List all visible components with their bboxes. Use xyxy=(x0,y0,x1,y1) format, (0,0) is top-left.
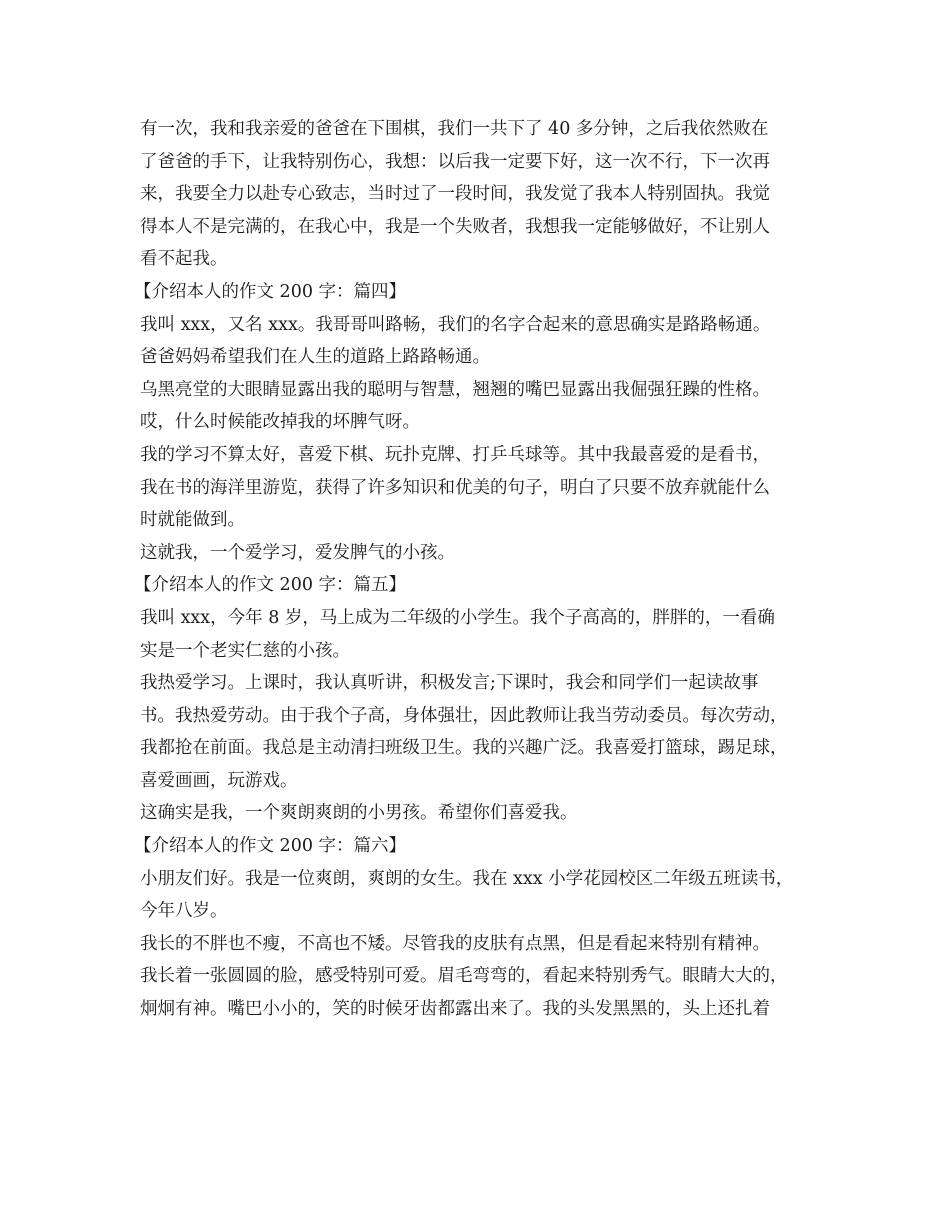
text-line: 看不起我。 xyxy=(140,249,228,270)
text-line: 我叫 xxx，今年 8 岁，马上成为二年级的小学生。我个子高高的，胖胖的，一看确 xyxy=(140,607,775,628)
text-line: 我在书的海洋里游览，获得了许多知识和优美的句子，明白了只要不放弃就能什么 xyxy=(140,477,770,498)
text-line: 有一次，我和我亲爱的爸爸在下围棋，我们一共下了 40 多分钟，之后我依然败在 xyxy=(140,119,769,139)
text-line: 这确实是我，一个爽朗爽朗的小男孩。希望你们喜爱我。 xyxy=(140,803,578,824)
text-line: 了爸爸的手下，让我特别伤心，我想：以后我一定要下好，这一次不行，下一次再 xyxy=(140,151,770,172)
section-heading: 【介绍本人的作文 200 字：篇四】 xyxy=(134,281,407,302)
text-line: 得本人不是完满的，在我心中，我是一个失败者，我想我一定能够做好，不让别人 xyxy=(140,216,770,237)
text-line: 时就能做到。 xyxy=(140,510,245,531)
text-line: 喜爱画画，玩游戏。 xyxy=(140,770,298,791)
text-line: 我长的不胖也不瘦，不高也不矮。尽管我的皮肤有点黑，但是看起来特别有精神。 xyxy=(140,933,770,954)
text-line: 我的学习不算太好，喜爱下棋、玩扑克牌、打乒乓球等。其中我最喜爱的是看书， xyxy=(140,444,770,465)
text-line: 我叫 xxx，又名 xxx。我哥哥叫路畅，我们的名字合起来的意思确实是路路畅通。 xyxy=(140,314,771,335)
text-line: 这就我，一个爱学习，爱发脾气的小孩。 xyxy=(140,542,455,563)
text-line: 书。我热爱劳动。由于我个子高，身体强壮，因此教师让我当劳动委员。每次劳动， xyxy=(140,705,788,726)
text-line: 今年八岁。 xyxy=(140,901,228,922)
text-line: 我热爱学习。上课时，我认真听讲，积极发言;下课时，我会和同学们一起读故事 xyxy=(140,673,759,694)
text-line: 炯炯有神。嘴巴小小的，笑的时候牙齿都露出来了。我的头发黑黑的，头上还扎着 xyxy=(140,999,770,1020)
text-line: 爸爸妈妈希望我们在人生的道路上路路畅通。 xyxy=(140,347,490,368)
text-line: 我都抢在前面。我总是主动清扫班级卫生。我的兴趣广泛。我喜爱打篮球，踢足球， xyxy=(140,738,788,759)
text-line: 小朋友们好。我是一位爽朗，爽朗的女生。我在 xxx 小学花园校区二年级五班读书， xyxy=(140,868,794,889)
text-line: 来，我要全力以赴专心致志，当时过了一段时间，我发觉了我本人特别固执。我觉 xyxy=(140,184,770,205)
section-heading: 【介绍本人的作文 200 字：篇五】 xyxy=(134,575,407,596)
section-heading: 【介绍本人的作文 200 字：篇六】 xyxy=(134,836,407,857)
text-line: 我长着一张圆圆的脸，感受特别可爱。眉毛弯弯的，看起来特别秀气。眼睛大大的， xyxy=(140,966,788,987)
document-body xyxy=(134,113,830,1026)
text-line: 哎，什么时候能改掉我的坏脾气呀。 xyxy=(140,412,420,433)
text-line: 实是一个老实仁慈的小孩。 xyxy=(140,640,350,661)
text-line: 乌黑亮堂的大眼睛显露出我的聪明与智慧，翘翘的嘴巴显露出我倔强狂躁的性格。 xyxy=(140,379,770,400)
